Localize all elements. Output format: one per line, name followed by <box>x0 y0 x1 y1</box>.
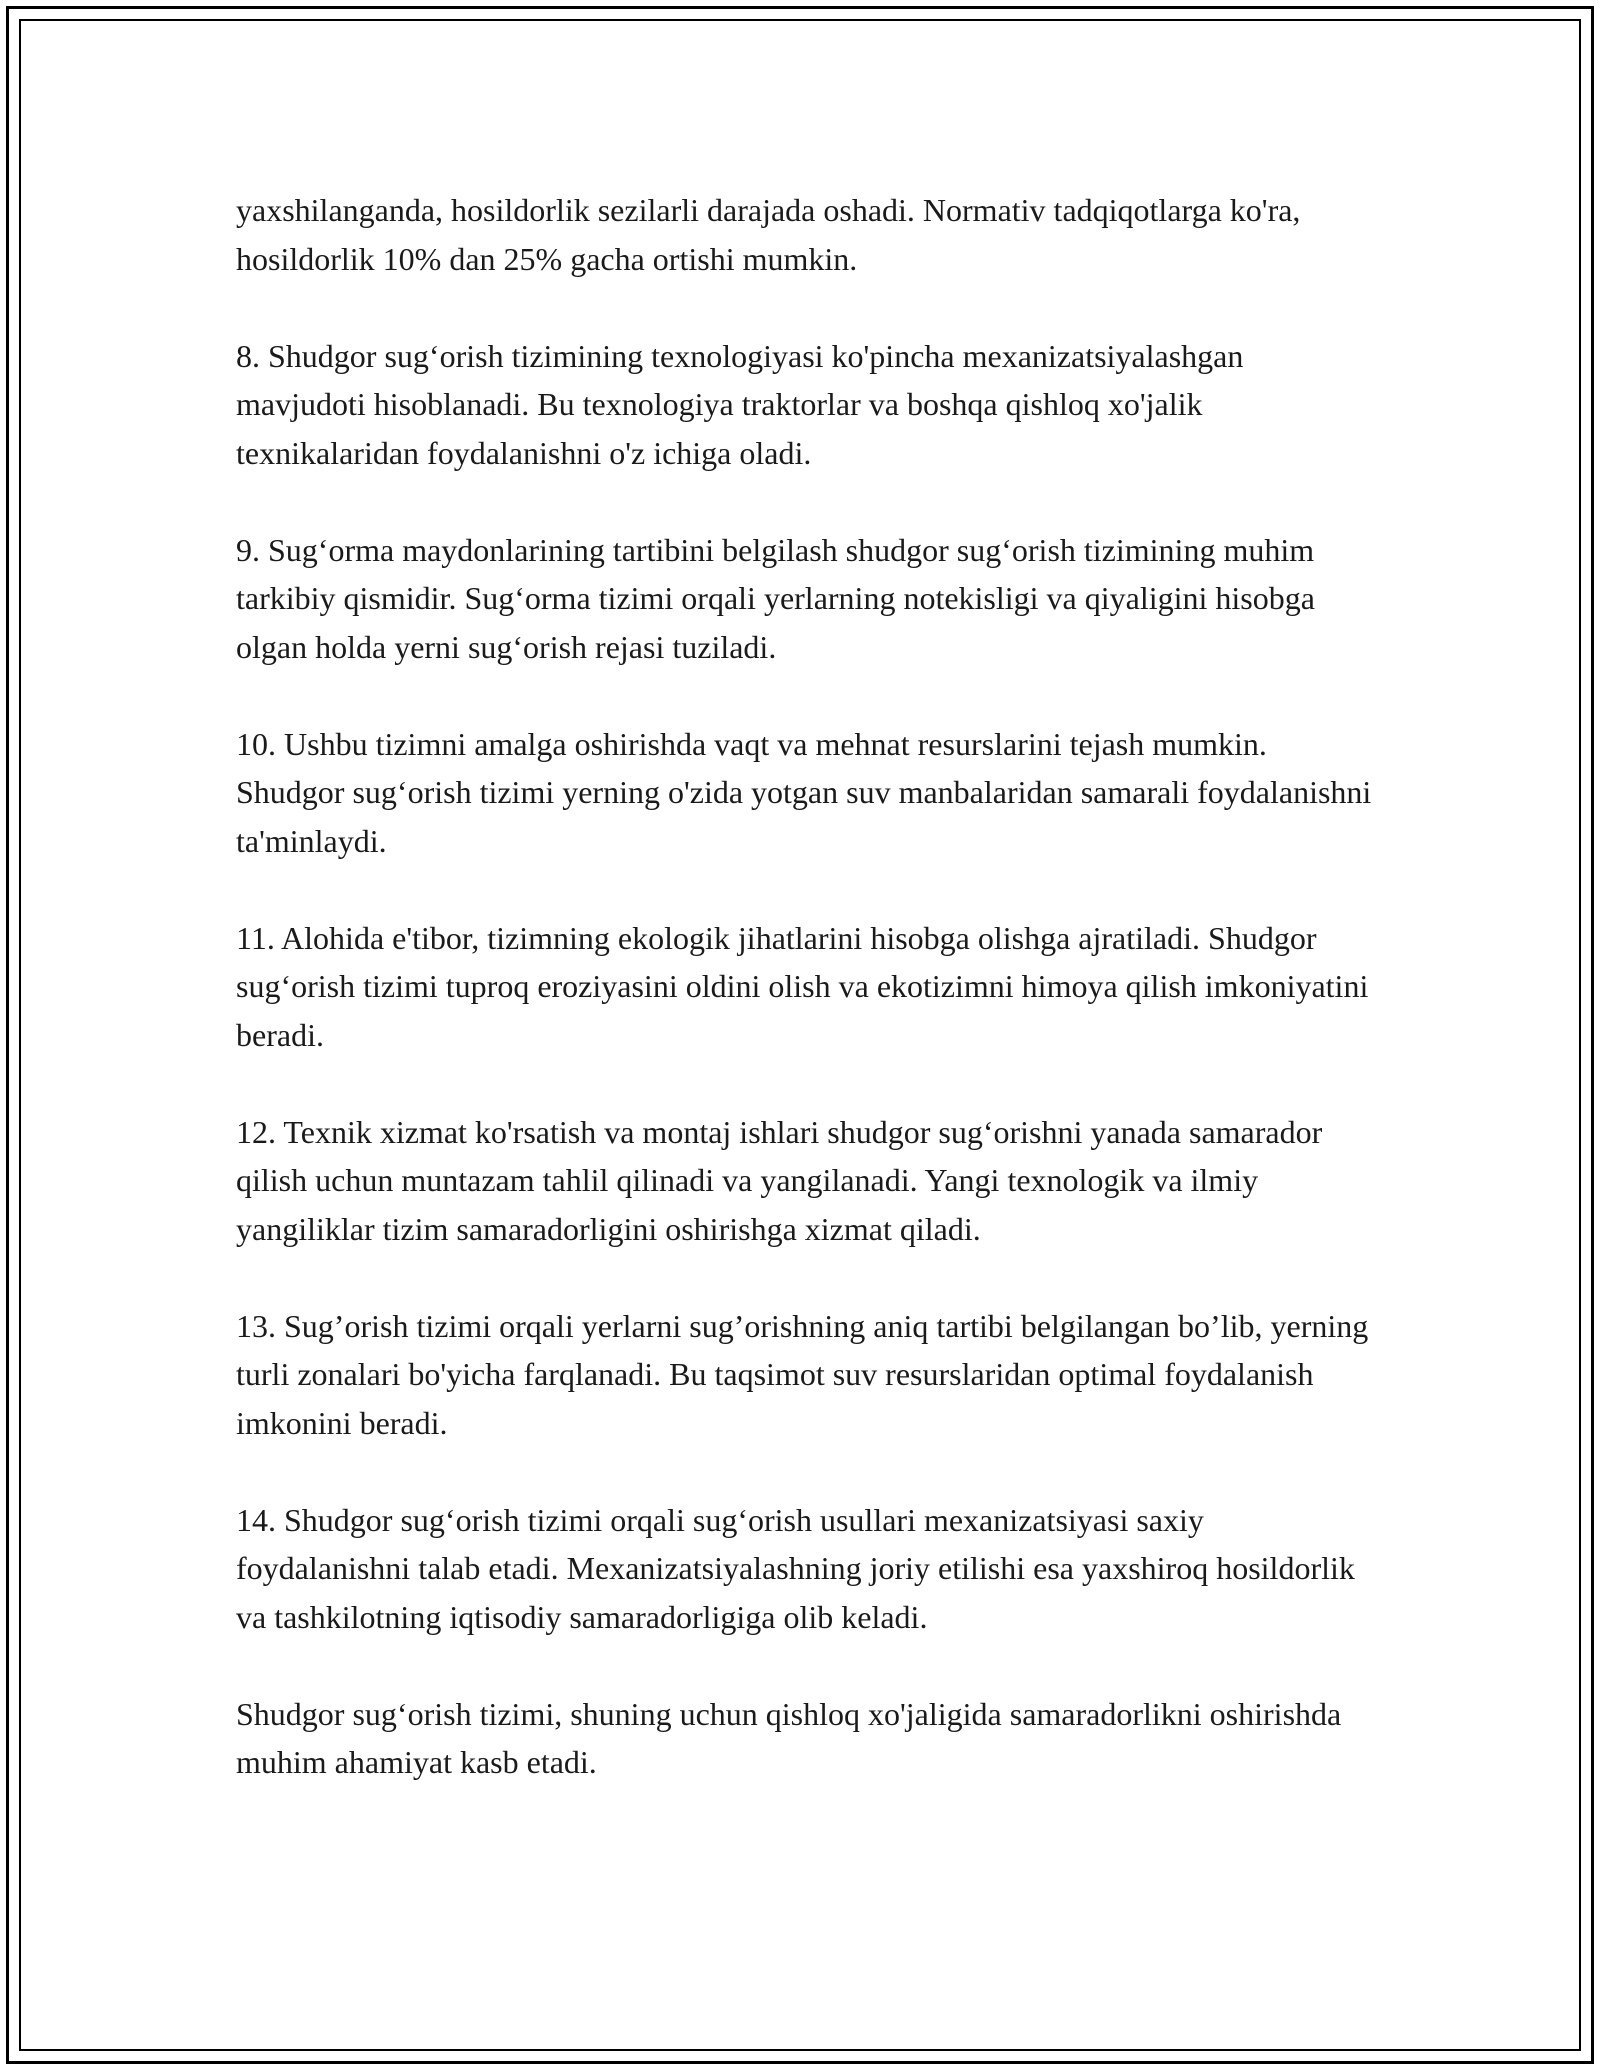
paragraph-item-12: 12. Texnik xizmat ko'rsatish va montaj ishlari shudgor sug‘orishni yanada samarador qilish uchun muntazam tahlil qilinadi va yangilanadi. Yangi texnologik va ilmiy yangiliklar tizim samaradorligini oshirishga xizmat qiladi. <box>236 1113 1323 1247</box>
paragraph-item-9: 9. Sug‘orma maydonlarining tartibini belgilash shudgor sug‘orish tizimining muhim tarkibiy qismidir. Sug‘orma tizimi orqali yerlarning notekisligi va qiyaligini hisobga olgan holda yerni sug‘orish rejasi tuziladi. <box>236 531 1315 665</box>
paragraph-continuation: yaxshilanganda, hosildorlik sezilarli darajada oshadi. Normativ tadqiqotlarga ko'ra, hosildorlik 10% dan 25% gacha ortishi mumkin. <box>236 192 1301 277</box>
paragraph-item-8: 8. Shudgor sug‘orish tizimining texnologiyasi ko'pincha mexanizatsiyalashgan mavjudoti hisoblanadi. Bu texnologiya traktorlar va boshqa qishloq xo'jalik texnikalaridan foydalanishni o'z ichiga oladi. <box>236 337 1244 471</box>
paragraph-item-13: 13. Sug’orish tizimi orqali yerlarni sug’orishning aniq tartibi belgilangan bo’lib, yerning turli zonalari bo'yicha farqlanadi. Bu taqsimot suv resurslaridan optimal foydalanish imkonini beradi. <box>236 1307 1369 1441</box>
paragraph-item-14: 14. Shudgor sug‘orish tizimi orqali sug‘orish usullari mexanizatsiyasi saxiy foydalanishni talab etadi. Mexanizatsiyalashning joriy etilishi esa yaxshiroq hosildorlik va tashkilotning iqtisodiy samaradorligiga olib keladi. <box>236 1501 1355 1635</box>
paragraph-conclusion: Shudgor sug‘orish tizimi, shuning uchun qishloq xo'jaligida samaradorlikni oshirishda muhim ahamiyat kasb etadi. <box>236 1695 1342 1780</box>
document-body <box>236 186 1376 1835</box>
paragraph-item-11: 11. Alohida e'tibor, tizimning ekologik jihatlarini hisobga olishga ajratiladi. Shudgor sug‘orish tizimi tuproq eroziyasini oldini olish va ekotizimni himoya qilish imkoniyatini beradi. <box>236 919 1369 1053</box>
paragraph-item-10: 10. Ushbu tizimni amalga oshirishda vaqt va mehnat resurslarini tejash mumkin. Shudgor sug‘orish tizimi yerning o'zida yotgan suv manbalaridan samarali foydalanishni ta'minlaydi. <box>236 725 1372 859</box>
